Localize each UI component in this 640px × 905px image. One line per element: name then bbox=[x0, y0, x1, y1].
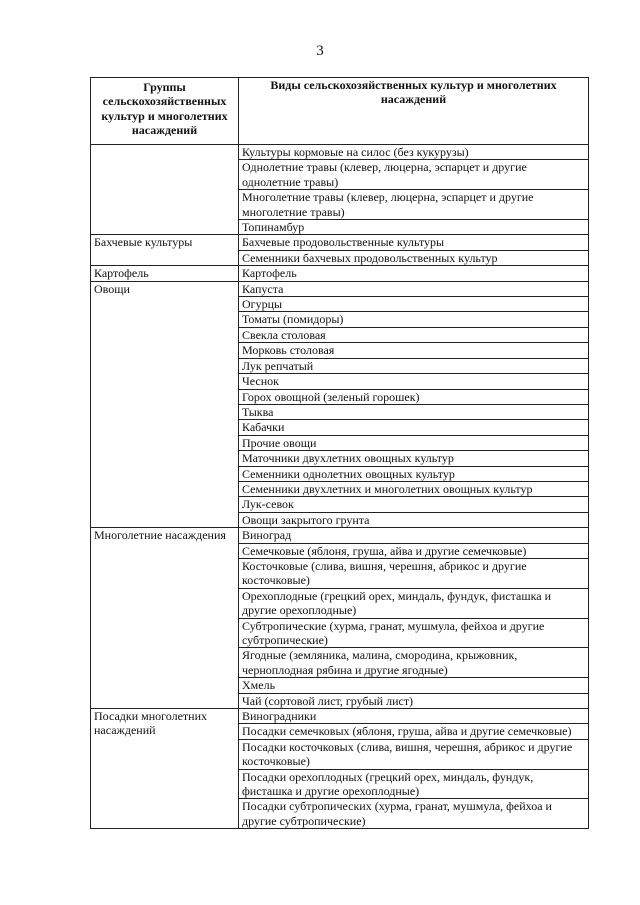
crop-type-cell: Семенники бахчевых продовольственных культур bbox=[239, 250, 589, 265]
crop-type-cell: Кабачки bbox=[239, 420, 589, 435]
header-groups: Группы сельскохозяйственных культур и многолетних насаждений bbox=[91, 78, 239, 145]
crop-type-cell: Семечковые (яблоня, груша, айва и другие семечковые) bbox=[239, 543, 589, 558]
crop-type-cell: Маточники двухлетних овощных культур bbox=[239, 451, 589, 466]
crop-type-cell: Косточковые (слива, вишня, черешня, абрикос и другие косточковые) bbox=[239, 558, 589, 588]
crop-type-cell: Огурцы bbox=[239, 297, 589, 312]
table-body bbox=[91, 78, 589, 829]
crop-type-cell: Хмель bbox=[239, 678, 589, 693]
group-cell: Многолетние насаждения bbox=[91, 528, 239, 709]
table-row bbox=[91, 528, 589, 543]
crop-type-cell: Культуры кормовые на силос (без кукурузы) bbox=[239, 145, 589, 160]
crop-type-cell: Многолетние травы (клевер, люцерна, эспарцет и другие многолетние травы) bbox=[239, 190, 589, 220]
crop-type-cell: Посадки семечковых (яблоня, груша, айва и другие семечковые) bbox=[239, 724, 589, 739]
page-number: 3 bbox=[316, 43, 324, 59]
crop-types-table bbox=[90, 77, 589, 829]
crop-type-cell: Семенники двухлетних и многолетних овощных культур bbox=[239, 481, 589, 496]
crop-type-cell: Виноградники bbox=[239, 709, 589, 724]
table-header-row bbox=[91, 78, 589, 145]
table-row bbox=[91, 709, 589, 724]
crop-type-cell: Лук-севок bbox=[239, 497, 589, 512]
crop-type-cell: Виноград bbox=[239, 528, 589, 543]
crop-type-cell: Томаты (помидоры) bbox=[239, 312, 589, 327]
table-row bbox=[91, 145, 589, 160]
crop-type-cell: Горох овощной (зеленый горошек) bbox=[239, 389, 589, 404]
group-cell bbox=[91, 145, 239, 235]
crop-type-cell: Субтропические (хурма, гранат, мушмула, фейхоа и другие субтропические) bbox=[239, 618, 589, 648]
crop-type-cell: Овощи закрытого грунта bbox=[239, 512, 589, 527]
header-types: Виды сельскохозяйственных культур и многолетних насаждений bbox=[239, 78, 589, 145]
crop-type-cell: Орехоплодные (грецкий орех, миндаль, фундук, фисташка и другие орехоплодные) bbox=[239, 588, 589, 618]
crop-type-cell: Морковь столовая bbox=[239, 343, 589, 358]
table-row bbox=[91, 235, 589, 250]
crop-type-cell: Посадки орехоплодных (грецкий орех, миндаль, фундук, фисташка и другие орехоплодные) bbox=[239, 769, 589, 799]
crop-type-cell: Лук репчатый bbox=[239, 358, 589, 373]
crop-type-cell: Семенники однолетних овощных культур bbox=[239, 466, 589, 481]
crop-type-cell: Чай (сортовой лист, грубый лист) bbox=[239, 693, 589, 708]
group-cell: Картофель bbox=[91, 266, 239, 281]
table-row bbox=[91, 281, 589, 296]
crop-type-cell: Ягодные (земляника, малина, смородина, крыжовник, черноплодная рябина и другие ягодные) bbox=[239, 648, 589, 678]
crop-type-cell: Однолетние травы (клевер, люцерна, эспарцет и другие однолетние травы) bbox=[239, 160, 589, 190]
crop-type-cell: Топинамбур bbox=[239, 220, 589, 235]
group-cell: Овощи bbox=[91, 281, 239, 528]
crop-type-cell: Тыква bbox=[239, 404, 589, 419]
crop-type-cell: Картофель bbox=[239, 266, 589, 281]
crop-type-cell: Чеснок bbox=[239, 374, 589, 389]
crop-type-cell: Посадки субтропических (хурма, гранат, мушмула, фейхоа и другие субтропические) bbox=[239, 799, 589, 829]
crop-type-cell: Капуста bbox=[239, 281, 589, 296]
crop-type-cell: Бахчевые продовольственные культуры bbox=[239, 235, 589, 250]
crop-type-cell: Прочие овощи bbox=[239, 435, 589, 450]
crop-type-cell: Посадки косточковых (слива, вишня, черешня, абрикос и другие косточковые) bbox=[239, 739, 589, 769]
crop-type-cell: Свекла столовая bbox=[239, 327, 589, 342]
group-cell: Посадки многолетних насаждений bbox=[91, 709, 239, 829]
group-cell: Бахчевые культуры bbox=[91, 235, 239, 266]
table-row bbox=[91, 266, 589, 281]
